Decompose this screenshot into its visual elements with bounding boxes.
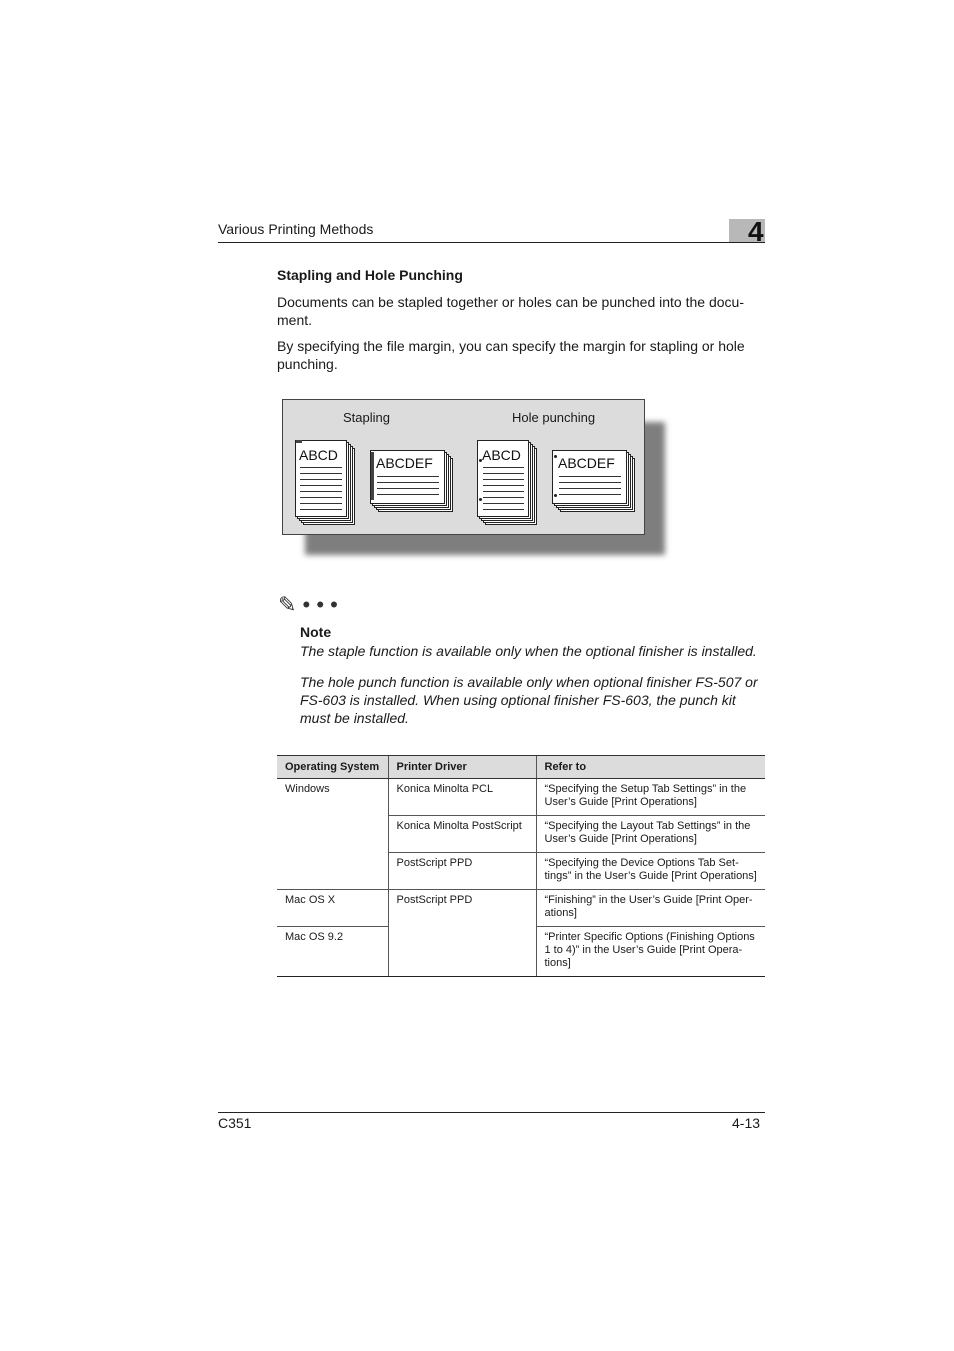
paragraph: Documents can be stapled together or holes can be punched into the docu-ment. <box>277 294 744 328</box>
driver-cell: PostScript PPD <box>388 890 536 977</box>
staple-icon <box>371 452 374 500</box>
figure-label-stapling: Stapling <box>343 410 390 425</box>
document-text: ABCD <box>482 447 521 463</box>
driver-cell: Konica Minolta PCL <box>388 779 536 816</box>
document-stapled-portrait <box>295 440 357 526</box>
refer-cell: “Specifying the Layout Tab Settings” in the User’s Guide [Print Operations] <box>536 816 765 853</box>
driver-cell: PostScript PPD <box>388 853 536 890</box>
punch-hole-icon <box>554 494 557 497</box>
note-title: Note <box>300 624 332 640</box>
chapter-number: 4 <box>748 216 764 247</box>
os-cell: Windows <box>277 779 388 890</box>
reference-table <box>277 755 765 977</box>
header-rule <box>218 242 765 243</box>
document-stapled-landscape <box>370 450 455 514</box>
driver-cell: Konica Minolta PostScript <box>388 816 536 853</box>
refer-cell: “Specifying the Device Options Tab Set-tings” in the User’s Guide [Print Operations] <box>536 853 765 890</box>
column-header: Refer to <box>536 756 765 779</box>
paragraph: By specifying the file margin, you can specify the margin for stapling or hole punching. <box>277 338 745 372</box>
table-row <box>277 779 765 816</box>
pencil-icon: ✎ • • • <box>278 592 338 617</box>
note-text: The hole punch function is available only when optional finisher FS-507 or FS-603 is installed. When using optional finisher FS-603, the punch kit must be installed. <box>300 674 758 726</box>
page-number: 4-13 <box>732 1115 761 1131</box>
footer-model: C351 <box>218 1115 252 1131</box>
section-title: Stapling and Hole Punching <box>277 267 463 283</box>
os-cell: Mac OS 9.2 <box>277 927 388 977</box>
document-text: ABCD <box>299 447 338 463</box>
refer-cell: “Finishing” in the User’s Guide [Print Oper-ations] <box>536 890 765 927</box>
note-text: The staple function is available only when the optional finisher is installed. <box>300 643 757 659</box>
document-text: ABCDEF <box>376 455 433 471</box>
document-punched-portrait <box>477 440 539 526</box>
os-cell: Mac OS X <box>277 890 388 927</box>
table-header-row <box>277 756 765 779</box>
document-text: ABCDEF <box>558 455 615 471</box>
running-header: Various Printing Methods <box>218 221 374 237</box>
refer-cell: “Printer Specific Options (Finishing Options 1 to 4)” in the User’s Guide [Print Opera-tions] <box>536 927 765 977</box>
figure-label-hole-punching: Hole punching <box>512 410 596 425</box>
footer-rule <box>218 1112 765 1113</box>
document-punched-landscape <box>552 450 637 514</box>
column-header: Operating System <box>277 756 388 779</box>
table-row <box>277 890 765 927</box>
column-header: Printer Driver <box>388 756 536 779</box>
punch-hole-icon <box>479 498 482 501</box>
punch-hole-icon <box>554 455 557 458</box>
refer-cell: “Specifying the Setup Tab Settings” in the User’s Guide [Print Operations] <box>536 779 765 816</box>
staple-icon <box>296 440 302 443</box>
